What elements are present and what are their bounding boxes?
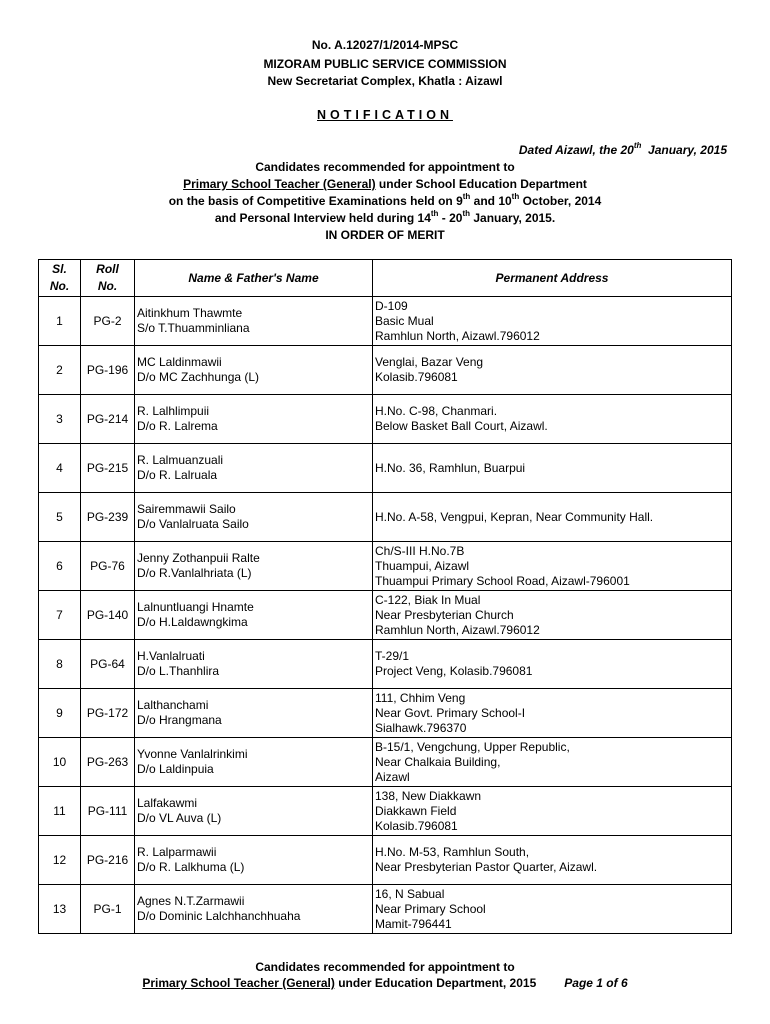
dated-line: Dated Aizawl, the 20th January, 2015 [518, 141, 727, 157]
address-cell [373, 542, 732, 591]
address-line: D-109 [375, 298, 408, 313]
address-line: Near Primary School [375, 901, 486, 916]
roll-number-cell: PG-1 [81, 885, 135, 934]
footer-line-1: Candidates recommended for appointment to [255, 960, 515, 974]
father-name: D/o Vanlalruata Sailo [137, 517, 249, 531]
address-cell [373, 836, 732, 885]
table-row [39, 836, 732, 885]
father-name: D/o MC Zachhunga (L) [137, 370, 260, 384]
father-name: D/o Dominic Lalchhanchhuaha [137, 909, 301, 923]
serial-number-cell: 12 [39, 836, 81, 885]
name-cell [135, 591, 373, 640]
address-line: 16, N Sabual [375, 886, 445, 901]
father-name: D/o Laldinpuia [137, 762, 214, 776]
serial-number-cell: 1 [39, 297, 81, 346]
father-name: D/o Hrangmana [137, 713, 222, 727]
father-name: D/o VL Auva (L) [137, 811, 222, 825]
name-cell [135, 542, 373, 591]
serial-number-cell: 11 [39, 787, 81, 836]
father-name: D/o H.Laldawngkima [137, 615, 248, 629]
table-row [39, 346, 732, 395]
address-line: T-29/1 [375, 649, 410, 663]
address-cell [373, 885, 732, 934]
table-row [39, 444, 732, 493]
name-cell [135, 444, 373, 493]
table-row [39, 689, 732, 738]
candidate-name: Yvonne Vanlalrinkimi [137, 747, 248, 761]
address-line: Thuampui, Aizawl [375, 558, 470, 573]
table-row [39, 885, 732, 934]
candidate-name: R. Lalhlimpuii [137, 404, 210, 418]
address-line: Ramhlun North, Aizawl.796012 [375, 328, 540, 343]
serial-number-cell: 8 [39, 640, 81, 689]
address-line: Mamit-796441 [375, 916, 452, 931]
col-address: Permanent Address [373, 260, 732, 297]
address-cell [373, 493, 732, 542]
name-cell [135, 297, 373, 346]
address-line: Kolasib.796081 [375, 370, 458, 384]
organization-name: MIZORAM PUBLIC SERVICE COMMISSION [263, 57, 507, 71]
serial-number-cell: 10 [39, 738, 81, 787]
intro-line-3: on the basis of Competitive Examinations held on 9th and 10th October, 2014 [168, 192, 602, 208]
candidate-name: Lalnuntluangi Hnamte [137, 600, 254, 614]
table-row [39, 395, 732, 444]
col-name: Name & Father's Name [135, 260, 373, 297]
table-header-row [39, 260, 732, 297]
candidate-name: Sairemmawii Sailo [137, 502, 236, 516]
father-name: D/o R. Lalruala [137, 468, 218, 482]
address-line: Near Govt. Primary School-I [375, 705, 526, 720]
roll-number-cell: PG-140 [81, 591, 135, 640]
address-line: B-15/1, Vengchung, Upper Republic, [375, 739, 570, 754]
father-name: S/o T.Thuamminliana [137, 321, 250, 335]
father-name: D/o R.Vanlalhriata (L) [137, 566, 252, 580]
address-cell [373, 738, 732, 787]
roll-number-cell: PG-111 [81, 787, 135, 836]
address-line: Sialhawk.796370 [375, 720, 467, 735]
candidate-name: Agnes N.T.Zarmawii [137, 894, 245, 908]
address-line: 138, New Diakkawn [375, 788, 482, 803]
intro-line-1: Candidates recommended for appointment to [255, 160, 515, 174]
address-line: H.No. 36, Ramhlun, Buarpui [375, 460, 526, 475]
roll-number-cell: PG-196 [81, 346, 135, 395]
address-cell [373, 591, 732, 640]
serial-number-cell: 7 [39, 591, 81, 640]
name-cell [135, 787, 373, 836]
candidate-name: R. Lalmuanzuali [137, 453, 224, 467]
intro-line-2: Primary School Teacher (General) under School Education Department [183, 177, 587, 191]
name-cell [135, 346, 373, 395]
address-cell [373, 444, 732, 493]
address-line: H.No. M-53, Ramhlun South, [375, 845, 530, 859]
candidate-name: Lalfakawmi [137, 796, 198, 810]
address-line: Basic Mual [375, 313, 434, 328]
father-name: D/o L.Thanhlira [137, 664, 220, 678]
address-line: C-122, Biak In Mual [375, 592, 481, 607]
roll-number-cell: PG-2 [81, 297, 135, 346]
table-row [39, 738, 732, 787]
address-line: Project Veng, Kolasib.796081 [375, 664, 533, 678]
address-line: 111, Chhim Veng [375, 690, 466, 705]
candidate-name: MC Laldinmawii [137, 355, 222, 369]
serial-number-cell: 9 [39, 689, 81, 738]
serial-number-cell: 4 [39, 444, 81, 493]
address-cell [373, 395, 732, 444]
candidate-name: Aitinkhum Thawmte [137, 306, 243, 320]
roll-number-cell: PG-239 [81, 493, 135, 542]
address-line: Venglai, Bazar Veng [375, 355, 484, 369]
address-line: Thuampui Primary School Road, Aizawl-796001 [375, 573, 630, 588]
name-cell [135, 836, 373, 885]
table-row [39, 493, 732, 542]
serial-number-cell: 6 [39, 542, 81, 591]
footer-line-2: Primary School Teacher (General) under Education Department, 2015 Page 1 of 6 [142, 976, 628, 990]
serial-number-cell: 3 [39, 395, 81, 444]
table-row [39, 297, 732, 346]
address-cell [373, 689, 732, 738]
name-cell [135, 885, 373, 934]
roll-number-cell: PG-215 [81, 444, 135, 493]
address-line: Kolasib.796081 [375, 818, 458, 833]
father-name: D/o R. Lalrema [137, 419, 218, 433]
name-cell [135, 493, 373, 542]
address-line: Diakkawn Field [375, 803, 457, 818]
candidate-name: H.Vanlalruati [137, 649, 205, 663]
address-cell [373, 787, 732, 836]
address-line: Ch/S-III H.No.7B [375, 543, 465, 558]
intro-line-4: and Personal Interview held during 14th - 20th January, 2015. [214, 209, 556, 225]
candidate-name: Lalthanchami [137, 698, 209, 712]
father-name: D/o R. Lalkhuma (L) [137, 860, 245, 874]
candidate-name: R. Lalparmawii [137, 845, 217, 859]
name-cell [135, 640, 373, 689]
address-cell [373, 297, 732, 346]
candidate-name: Jenny Zothanpuii Ralte [137, 551, 260, 565]
table-row [39, 542, 732, 591]
roll-number-cell: PG-263 [81, 738, 135, 787]
candidates-table [38, 259, 732, 934]
table-row [39, 787, 732, 836]
roll-number-cell: PG-64 [81, 640, 135, 689]
serial-number-cell: 5 [39, 493, 81, 542]
address-line: H.No. C-98, Chanmari. [375, 404, 498, 418]
table-row [39, 591, 732, 640]
address-line: Aizawl [375, 769, 410, 784]
table-row [39, 640, 732, 689]
col-roll-no: Roll No. [81, 260, 135, 297]
address-cell [373, 346, 732, 395]
roll-number-cell: PG-214 [81, 395, 135, 444]
address-line: Ramhlun North, Aizawl.796012 [375, 622, 540, 637]
address-line: Near Chalkaia Building, [375, 754, 501, 769]
page-number: Page 1 of 6 [564, 976, 628, 990]
col-sl-no: Sl. No. [39, 260, 81, 297]
roll-number-cell: PG-216 [81, 836, 135, 885]
name-cell [135, 395, 373, 444]
serial-number-cell: 13 [39, 885, 81, 934]
name-cell [135, 689, 373, 738]
roll-number-cell: PG-172 [81, 689, 135, 738]
address-line: Near Presbyterian Church [375, 607, 514, 622]
address-line: Below Basket Ball Court, Aizawl. [375, 419, 548, 433]
footer-post-name: Primary School Teacher (General) [142, 976, 335, 990]
address-line: Near Presbyterian Pastor Quarter, Aizawl. [375, 860, 598, 874]
post-name: Primary School Teacher (General) [183, 177, 376, 191]
reference-number: No. A.12027/1/2014-MPSC [311, 38, 459, 52]
address-cell [373, 640, 732, 689]
notification-title: NOTIFICATION [317, 108, 453, 122]
roll-number-cell: PG-76 [81, 542, 135, 591]
address-line: H.No. A-58, Vengpui, Kepran, Near Community Hall. [375, 509, 654, 524]
merit-order-heading: IN ORDER OF MERIT [325, 228, 445, 242]
serial-number-cell: 2 [39, 346, 81, 395]
name-cell [135, 738, 373, 787]
organization-address: New Secretariat Complex, Khatla : Aizawl [267, 74, 503, 88]
